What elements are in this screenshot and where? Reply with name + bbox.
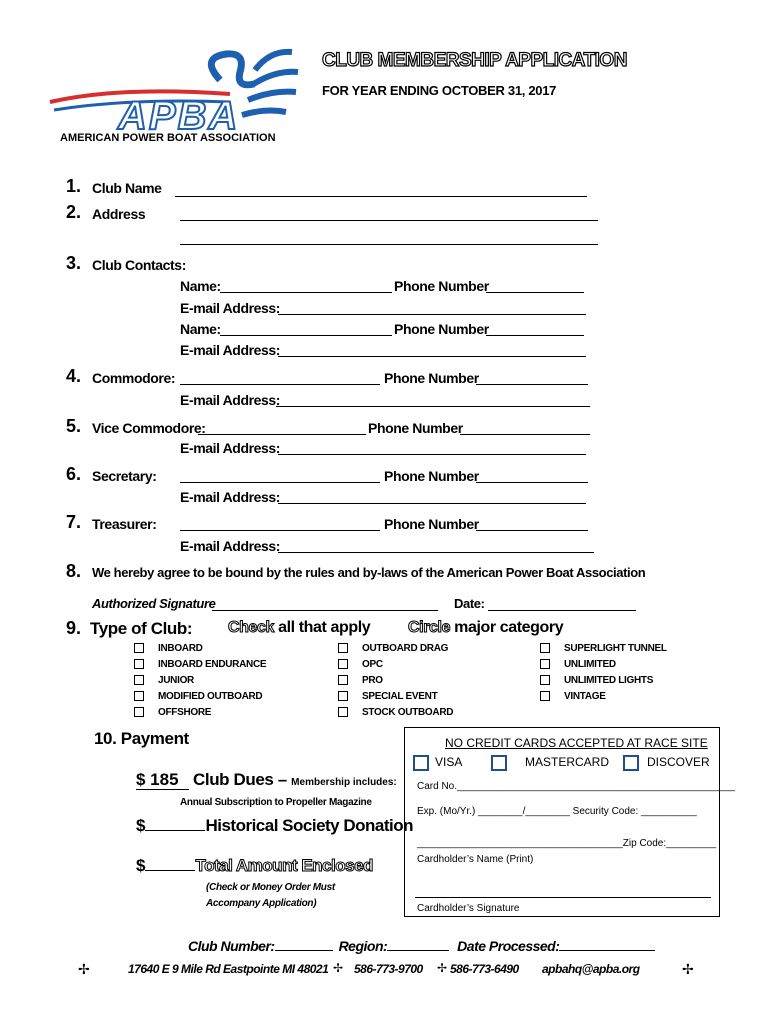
payment-note-2: Accompany Application) bbox=[206, 898, 317, 909]
contact1-phone-field[interactable] bbox=[486, 292, 584, 293]
club-number-field[interactable] bbox=[275, 938, 333, 951]
checkbox[interactable] bbox=[134, 675, 144, 685]
date-field[interactable] bbox=[488, 610, 636, 611]
checkbox[interactable] bbox=[540, 643, 550, 653]
apba-logo bbox=[40, 40, 310, 150]
checkbox[interactable] bbox=[338, 643, 348, 653]
vice-commodore-label: Vice Commodore: bbox=[92, 420, 206, 436]
historical-prefix: $ bbox=[136, 816, 146, 835]
credit-card-box bbox=[404, 727, 736, 917]
checkbox[interactable] bbox=[338, 707, 348, 717]
secretary-phone-label: Phone Number bbox=[384, 468, 479, 484]
club-type-option[interactable]: OFFSHORE bbox=[134, 707, 266, 723]
club-type-option[interactable]: INBOARD ENDURANCE bbox=[134, 659, 266, 675]
propeller-icon: ✢ bbox=[333, 961, 344, 975]
checkbox[interactable] bbox=[134, 659, 144, 669]
footer-phone-2: 586-773-6490 bbox=[450, 962, 519, 976]
visa-checkbox[interactable] bbox=[413, 755, 429, 771]
club-name-label: Club Name bbox=[92, 180, 162, 196]
cardholder-signature-field[interactable] bbox=[415, 897, 711, 898]
contact2-phone-field[interactable] bbox=[486, 335, 584, 336]
discover-option[interactable]: DISCOVER bbox=[623, 755, 710, 771]
page-title: CLUB MEMBERSHIP APPLICATION bbox=[322, 50, 627, 71]
contact1-phone-label: Phone Number bbox=[394, 278, 489, 294]
logo-subtitle: AMERICAN POWER BOAT ASSOCIATION bbox=[60, 132, 276, 144]
historical-donation-line bbox=[136, 814, 413, 836]
address-field-1[interactable] bbox=[180, 220, 598, 221]
item-number: 1. bbox=[66, 176, 82, 196]
mastercard-checkbox[interactable] bbox=[491, 755, 507, 771]
no-credit-card-notice: NO CREDIT CARDS ACCEPTED AT RACE SITE bbox=[445, 736, 708, 750]
visa-option[interactable]: VISA bbox=[413, 755, 462, 771]
item-number: 7. bbox=[66, 512, 82, 532]
check-word: Check bbox=[228, 619, 275, 636]
dues-includes: Membership includes: bbox=[291, 777, 397, 788]
contact2-email-label: E-mail Address: bbox=[180, 342, 281, 358]
club-type-option[interactable]: PRO bbox=[338, 675, 453, 691]
checkbox[interactable] bbox=[540, 675, 550, 685]
contact2-phone-label: Phone Number bbox=[394, 321, 489, 337]
club-type-option[interactable]: OPC bbox=[338, 659, 453, 675]
contact2-name-label: Name: bbox=[180, 321, 221, 337]
vice-commodore-phone-label: Phone Number bbox=[368, 420, 463, 436]
club-name-field[interactable] bbox=[175, 196, 587, 197]
club-type-option[interactable]: SPECIAL EVENT bbox=[338, 691, 453, 707]
discover-checkbox[interactable] bbox=[623, 755, 639, 771]
dues-label: Club Dues – bbox=[193, 770, 292, 789]
club-type-option[interactable]: OUTBOARD DRAG bbox=[338, 643, 453, 659]
item-number: 6. bbox=[66, 464, 82, 484]
contact1-name-label: Name: bbox=[180, 278, 221, 294]
region-field[interactable] bbox=[387, 938, 449, 951]
secretary-email-field[interactable] bbox=[278, 503, 586, 504]
agreement-text: We hereby agree to be bound by the rules and by-laws of the American Power Boat Association bbox=[92, 565, 646, 580]
secretary-name-field[interactable] bbox=[180, 482, 380, 483]
club-type-option[interactable]: MODIFIED OUTBOARD bbox=[134, 691, 266, 707]
treasurer-phone-field[interactable] bbox=[476, 530, 588, 531]
check-rest: all that apply bbox=[274, 619, 371, 636]
club-type-option[interactable]: STOCK OUTBOARD bbox=[338, 707, 453, 723]
expiration-field[interactable]: Exp. (Mo/Yr.) ________/________ Security Code: __________ bbox=[417, 806, 697, 817]
item-number: 5. bbox=[66, 416, 82, 436]
footer-address: 17640 E 9 Mile Rd Eastpointe MI 48021 bbox=[128, 962, 329, 976]
club-type-option[interactable]: VINTAGE bbox=[540, 691, 667, 707]
vice-commodore-phone-field[interactable] bbox=[460, 434, 590, 435]
date-processed-label: Date Processed: bbox=[457, 938, 560, 954]
contact1-email-label: E-mail Address: bbox=[180, 300, 281, 316]
page-subtitle: FOR YEAR ENDING OCTOBER 31, 2017 bbox=[322, 83, 557, 98]
logo-text: APBA bbox=[118, 94, 240, 138]
item-number: 4. bbox=[66, 366, 82, 386]
treasurer-email-field[interactable] bbox=[278, 552, 594, 553]
region-label: Region: bbox=[338, 938, 388, 954]
club-type-option[interactable]: INBOARD bbox=[134, 643, 266, 659]
total-amount-line bbox=[136, 854, 373, 876]
circle-instruction bbox=[408, 619, 563, 637]
checkbox[interactable] bbox=[338, 675, 348, 685]
signature-field[interactable] bbox=[212, 610, 438, 611]
historical-label: Historical Society Donation bbox=[205, 816, 414, 835]
club-type-option[interactable]: UNLIMITED bbox=[540, 659, 667, 675]
total-amount-field[interactable] bbox=[145, 854, 195, 871]
checkbox[interactable] bbox=[134, 691, 144, 701]
club-type-column-1 bbox=[134, 643, 266, 723]
secretary-label: Secretary: bbox=[92, 468, 157, 484]
signature-label: Authorized Signature bbox=[92, 596, 216, 611]
payment-heading: 10. Payment bbox=[94, 729, 189, 748]
cardholder-signature-label: Cardholder’s Signature bbox=[417, 903, 520, 914]
footer-phone-1: 586-773-9700 bbox=[354, 962, 423, 976]
club-type-option[interactable]: JUNIOR bbox=[134, 675, 266, 691]
dues-note: Annual Subscription to Propeller Magazine bbox=[180, 797, 372, 808]
item-number: 3. bbox=[66, 253, 82, 273]
contact2-name-field[interactable] bbox=[220, 335, 392, 336]
secretary-phone-field[interactable] bbox=[476, 482, 588, 483]
mastercard-option[interactable]: MASTERCARD bbox=[491, 755, 609, 771]
club-type-column-2 bbox=[338, 643, 453, 723]
check-instruction bbox=[228, 619, 370, 637]
date-processed-field[interactable] bbox=[559, 938, 655, 951]
contact1-name-field[interactable] bbox=[220, 292, 392, 293]
propeller-icon: ✢ bbox=[78, 961, 90, 977]
club-type-option[interactable]: SUPERLIGHT TUNNEL bbox=[540, 643, 667, 659]
commodore-label: Commodore: bbox=[92, 370, 176, 386]
commodore-email-label: E-mail Address: bbox=[180, 392, 281, 408]
circle-word: Circle bbox=[408, 619, 451, 636]
treasurer-email-label: E-mail Address: bbox=[180, 538, 281, 554]
checkbox[interactable] bbox=[540, 691, 550, 701]
propeller-icon: ✢ bbox=[682, 961, 694, 977]
total-label: Total Amount Enclosed bbox=[195, 856, 373, 875]
date-label: Date: bbox=[454, 596, 485, 611]
treasurer-phone-label: Phone Number bbox=[384, 516, 479, 532]
type-of-club-label: Type of Club: bbox=[90, 619, 193, 638]
club-type-column-3 bbox=[540, 643, 667, 707]
checkbox[interactable] bbox=[338, 691, 348, 701]
commodore-phone-label: Phone Number bbox=[384, 370, 479, 386]
address-label: Address bbox=[92, 206, 146, 222]
address-field-2[interactable] bbox=[180, 244, 598, 245]
checkbox[interactable] bbox=[134, 707, 144, 717]
total-prefix: $ bbox=[136, 856, 146, 875]
vice-commodore-name-field[interactable] bbox=[198, 434, 366, 435]
checkbox[interactable] bbox=[134, 643, 144, 653]
secretary-email-label: E-mail Address: bbox=[180, 489, 281, 505]
circle-rest: major category bbox=[450, 619, 564, 636]
office-use-line bbox=[188, 938, 655, 954]
item-number: 8. bbox=[66, 561, 82, 581]
commodore-phone-field[interactable] bbox=[476, 384, 588, 385]
zip-code-field[interactable]: _____________________________________Zip Code:_________ bbox=[417, 838, 717, 849]
treasurer-label: Treasurer: bbox=[92, 516, 157, 532]
historical-amount-field[interactable] bbox=[145, 814, 205, 831]
contact2-email-field[interactable] bbox=[278, 356, 586, 357]
vice-commodore-email-label: E-mail Address: bbox=[180, 440, 281, 456]
payment-note-1: (Check or Money Order Must bbox=[206, 882, 335, 893]
club-contacts-label: Club Contacts: bbox=[92, 257, 186, 273]
cardholder-name-label: Cardholder’s Name (Print) bbox=[417, 854, 534, 865]
commodore-name-field[interactable] bbox=[180, 384, 380, 385]
club-type-option[interactable]: UNLIMITED LIGHTS bbox=[540, 675, 667, 691]
item-number: 2. bbox=[66, 202, 82, 222]
commodore-email-field[interactable] bbox=[276, 406, 590, 407]
item-number: 9. bbox=[66, 618, 82, 638]
propeller-icon: ✢ bbox=[437, 961, 448, 975]
club-number-label: Club Number: bbox=[188, 938, 275, 954]
dues-amount: $ 185 bbox=[136, 770, 189, 790]
checkbox[interactable] bbox=[540, 659, 550, 669]
club-dues-line bbox=[136, 770, 397, 790]
treasurer-name-field[interactable] bbox=[180, 530, 380, 531]
checkbox[interactable] bbox=[338, 659, 348, 669]
card-number-field[interactable]: Card No.__________________________________________________ bbox=[417, 781, 736, 792]
contact1-email-field[interactable] bbox=[278, 314, 586, 315]
vice-commodore-email-field[interactable] bbox=[278, 454, 586, 455]
footer-email[interactable]: apbahq@apba.org bbox=[542, 962, 640, 976]
